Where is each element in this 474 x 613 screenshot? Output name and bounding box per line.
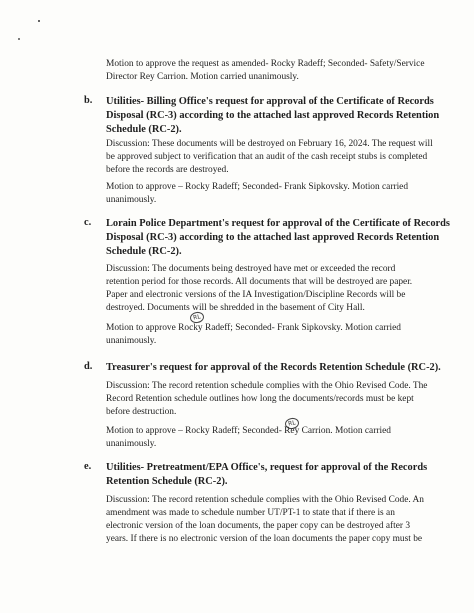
handwritten-initials: RL — [189, 311, 205, 324]
heading-line: Schedule (RC-2). — [106, 123, 182, 135]
scan-speck — [38, 20, 40, 22]
text-line: Motion to approve – Rocky Radeff; Seconded- Frank Sipkovsky. Motion carried — [106, 182, 409, 192]
item-heading — [106, 217, 450, 258]
item-letter: d. — [84, 361, 93, 372]
heading-line: Disposal (RC-3) according to the attached last approved Records Retention — [106, 231, 440, 243]
text-line: Record Retention schedule outlines how long the documents/records must be kept — [106, 394, 414, 404]
text-line: Motion to approve – Rocky Radeff; Seconded- Rey Carrion. Motion carried — [106, 426, 391, 436]
text-line: unanimously. — [106, 336, 157, 346]
text-line: Motion to approve Rocky Radeff; Seconded- Frank Sipkovsky. Motion carried — [106, 323, 401, 333]
heading-line: Utilities- Pretreatment/EPA Office's, request for approval of the Records — [106, 462, 428, 473]
text-line: electronic version of the loan documents, the paper copy can be destroyed after 3 — [106, 521, 411, 531]
text-line: years. If there is no electronic version of the loan documents the paper copy must be — [106, 534, 423, 544]
item-letter: e. — [84, 461, 92, 472]
text-line: amendment was made to schedule number UT/PT-1 to state that if there is an — [106, 508, 395, 518]
text-line: before the records are destroyed. — [106, 165, 229, 175]
handwritten-initials: RL — [284, 417, 300, 430]
text-line: Discussion: The record retention schedule complies with the Ohio Revised Code. An — [106, 495, 424, 505]
scan-speck — [18, 38, 20, 40]
text-line: Director Rey Carrion. Motion carried unanimously. — [106, 72, 299, 82]
text-line: Discussion: The documents being destroyed have met or exceeded the record — [106, 264, 396, 274]
heading-line: Lorain Police Department's request for approval of the Certificate of Records — [106, 218, 450, 229]
heading-line: Treasurer's request for approval of the Records Retention Schedule (RC-2). — [106, 362, 441, 373]
motion — [106, 322, 401, 348]
item-letter: c. — [84, 217, 92, 228]
text-line: Paper and electronic versions of the IA Investigation/Discipline Records will be — [106, 290, 406, 300]
motion — [106, 181, 408, 207]
text-line: unanimously. — [106, 439, 157, 449]
text-line: be approved subject to verification that an audit of the cash receipt stubs is completed — [106, 152, 428, 162]
text-line: Discussion: These documents will be destroyed on February 16, 2024. The request will — [106, 139, 433, 149]
heading-line: Disposal (RC-3) according to the attached last approved Records Retention — [106, 109, 440, 121]
text-line: destroyed. Documents will be shredded in the basement of City Hall. — [106, 303, 365, 313]
heading-line: Retention Schedule (RC-2). — [106, 475, 228, 487]
discussion — [106, 380, 427, 419]
motion — [106, 425, 391, 451]
heading-line: Schedule (RC-2). — [106, 245, 182, 257]
top-motion — [106, 58, 424, 84]
discussion — [106, 263, 412, 315]
discussion — [106, 494, 424, 546]
text-line: Discussion: The record retention schedule complies with the Ohio Revised Code. The — [106, 381, 428, 391]
item-heading — [106, 95, 439, 136]
text-line: before destruction. — [106, 407, 177, 417]
text-line: unanimously. — [106, 195, 157, 205]
discussion — [106, 138, 433, 177]
heading-line: Utilities- Billing Office's request for approval of the Certificate of Records — [106, 96, 434, 107]
item-heading — [106, 461, 427, 489]
item-letter: b. — [84, 95, 93, 106]
text-line: retention period for those records. All documents that will be destroyed are paper. — [106, 277, 413, 287]
text-line: Motion to approve the request as amended- Rocky Radeff; Seconded- Safety/Service — [106, 59, 425, 69]
item-heading — [106, 361, 441, 375]
